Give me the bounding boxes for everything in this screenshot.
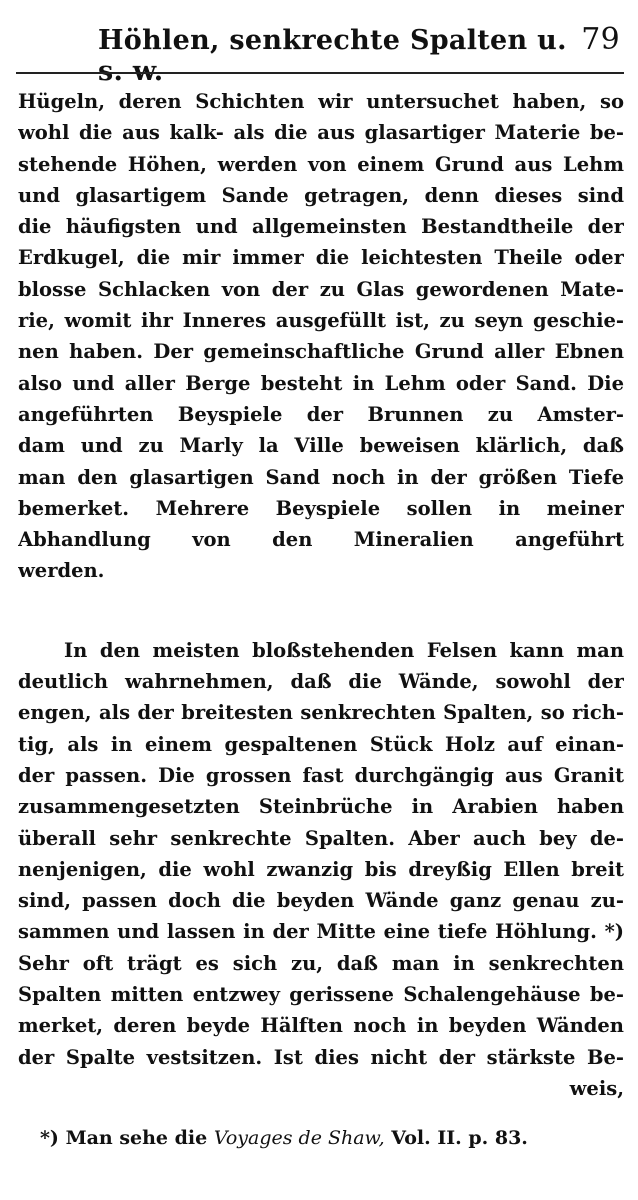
text-line: und glasartigem Sande getragen, denn dieses sind [18, 183, 624, 207]
text-line: rie, womit ihr Inneres ausgefüllt ist, zu seyn geschie- [18, 309, 624, 333]
page-body [18, 86, 624, 1104]
text-line: also und aller Berge besteht in Lehm oder Sand. Die [18, 371, 624, 395]
text-line: nenjenigen, die wohl zwanzig bis dreyßig Ellen breit [18, 857, 624, 881]
text-line: zusammengesetzten Steinbrüche in Arabien haben [18, 795, 624, 819]
text-line: blosse Schlacken von der zu Glas gewordenen Mate- [18, 277, 624, 301]
text-line: merket, deren beyde Hälften noch in beyden Wänden [18, 1014, 624, 1038]
footnote-lead: Man sehe die [65, 1127, 208, 1149]
text-line: der Spalte vestsitzen. Ist dies nicht der stärkste Be- [18, 1045, 624, 1069]
text-line: wohl die aus kalk- als die aus glasartiger Materie be- [18, 121, 624, 145]
footnote-ref: Vol. II. p. 83. [391, 1127, 528, 1149]
text-line: überall sehr senkrechte Spalten. Aber auch bey de- [18, 826, 624, 850]
text-line: bemerket. Mehrere Beyspiele sollen in meiner [18, 496, 624, 520]
text-line: Sehr oft trägt es sich zu, daß man in senkrechten [18, 951, 624, 975]
text-line: Erdkugel, die mir immer die leichtesten Theile oder [18, 246, 624, 270]
text-line: stehende Höhen, werden von einem Grund aus Lehm [18, 152, 624, 176]
text-line: angeführten Beyspiele der Brunnen zu Amster- [18, 402, 624, 426]
text-line: In den meisten bloßstehenden Felsen kann man [64, 638, 624, 662]
text-line: Abhandlung von den Mineralien angeführt [18, 528, 624, 552]
footnote-title: Voyages de Shaw, [213, 1127, 385, 1149]
text-line: der passen. Die grossen fast durchgängig aus Granit [18, 763, 624, 787]
text-line: sind, passen doch die beyden Wände ganz genau zu- [18, 889, 624, 913]
footnote-marker: *) [40, 1127, 59, 1149]
paragraph-1 [18, 86, 624, 587]
text-line: dam und zu Marly la Ville beweisen klärlich, daß [18, 434, 624, 458]
text-line: engen, als der breitesten senkrechten Spalten, so rich- [18, 701, 624, 725]
header-rule [16, 72, 624, 74]
page-number: 79 [581, 22, 620, 57]
catchword: weis, [569, 1076, 624, 1100]
text-line: nen haben. Der gemeinschaftliche Grund aller Ebnen [18, 340, 624, 364]
text-line: Spalten mitten entzwey gerissene Schalengehäuse be- [18, 983, 624, 1007]
text-line: werden. [18, 559, 105, 583]
paragraph-gap [18, 587, 624, 635]
text-line: tig, als in einem gespaltenen Stück Holz auf einan- [18, 732, 624, 756]
page-header [98, 22, 620, 87]
paragraph-2 [18, 635, 624, 1104]
text-line: Hügeln, deren Schichten wir untersuchet haben, so [18, 90, 624, 113]
footnote [40, 1122, 618, 1154]
running-title: Höhlen, senkrechte Spalten u. s. w. [98, 25, 567, 87]
text-line: man den glasartigen Sand noch in der größen Tiefe [18, 465, 624, 489]
text-line: sammen und lassen in der Mitte eine tiefe Höhlung. *) [18, 920, 624, 944]
text-line: deutlich wahrnehmen, daß die Wände, sowohl der [18, 670, 624, 694]
text-line: die häufigsten und allgemeinsten Bestandtheile der [18, 215, 624, 239]
